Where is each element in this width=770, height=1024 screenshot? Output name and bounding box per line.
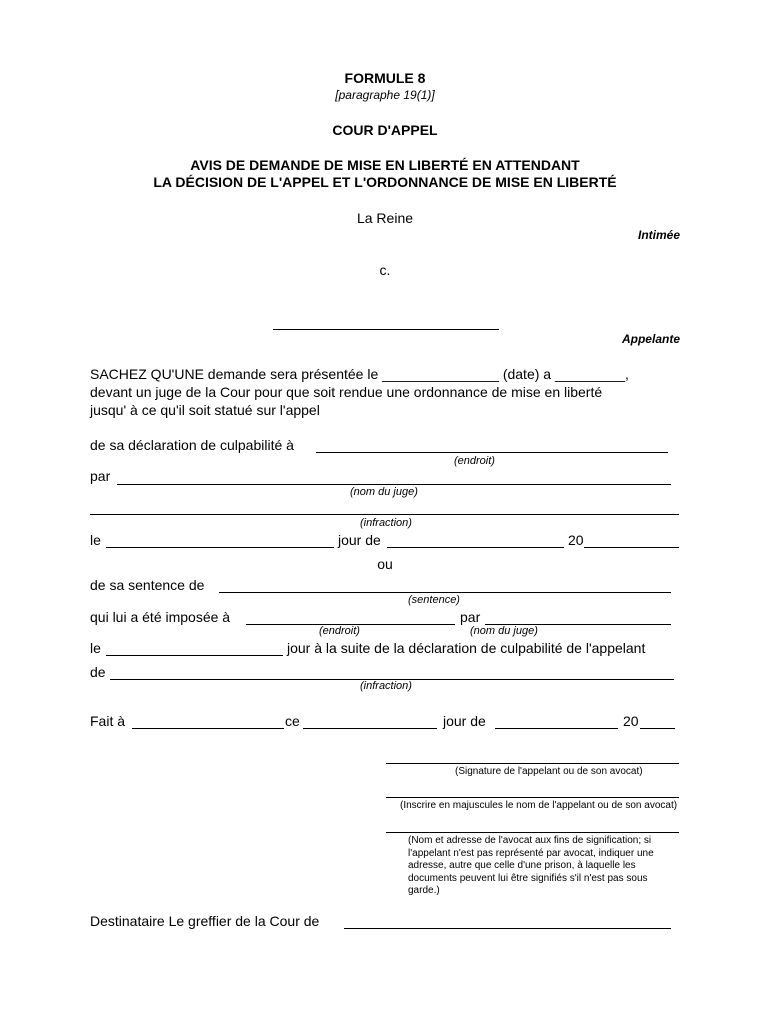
sentence-day-line[interactable] — [106, 655, 283, 656]
title-line-1: AVIS DE DEMANDE DE MISE EN LIBERTÉ EN ATTENDANT — [190, 157, 580, 173]
notice-line-1 — [90, 366, 629, 382]
paragraph-reference: [paragraphe 19(1)] — [335, 88, 435, 102]
de-label: de — [90, 664, 106, 680]
address-note: (Nom et adresse de l'avocat aux fins de signification; si l'appelant n'est pas représenté par avocat, indiquer une adresse, autre que celle d'une prison, à laquelle les documents peuvent lui être signifiés s'il n'est pas sous garde.) — [408, 835, 654, 896]
imposed-by-label: par — [460, 609, 481, 625]
done-year-prefix: 20 — [623, 713, 639, 729]
offence-line[interactable] — [90, 514, 679, 515]
offence-caption: (infraction) — [360, 517, 412, 529]
sentence-label: de sa sentence de — [90, 577, 205, 593]
notice-time-blank[interactable]: _________, — [554, 366, 629, 382]
signature-line[interactable] — [386, 763, 679, 764]
printed-name-line[interactable] — [386, 797, 679, 798]
notice-line-2: devant un juge de la Cour pour que soit rendue une ordonnance de mise en liberté — [90, 384, 603, 400]
imposed-label: qui lui a été imposée à — [90, 609, 231, 625]
addressee-label: Destinataire Le greffier de la Cour de — [90, 913, 320, 929]
le2-label: le — [90, 640, 101, 656]
respondent-name: La Reine — [356, 210, 414, 226]
notice-date-label: (date) a — [498, 366, 555, 382]
year-prefix: 20 — [568, 532, 584, 548]
address-line[interactable] — [386, 832, 679, 833]
signature-caption: (Signature de l'appelant ou de son avocat) — [455, 766, 643, 777]
conviction-place-line[interactable] — [316, 452, 668, 453]
done-day-line[interactable] — [303, 728, 437, 729]
done-year-line[interactable] — [640, 728, 675, 729]
conviction-label: de sa déclaration de culpabilité à — [90, 437, 294, 453]
le-label: le — [90, 532, 101, 548]
form-number: FORMULE 8 — [344, 70, 426, 86]
offence2-caption: (infraction) — [360, 680, 412, 692]
month-line[interactable] — [387, 547, 564, 548]
court-name: COUR D'APPEL — [332, 122, 438, 138]
respondent-role: Intimée — [637, 228, 680, 242]
done-at-line[interactable] — [132, 728, 284, 729]
judge-name-line[interactable] — [117, 484, 671, 485]
or-label: ou — [377, 556, 393, 572]
done-month-line[interactable] — [495, 728, 618, 729]
title-line-2: LA DÉCISION DE L'APPEL ET L'ORDONNANCE DE MISE EN LIBERTÉ — [153, 174, 617, 190]
notice-line-1-start: SACHEZ QU'UNE demande sera présentée le — [90, 366, 383, 382]
appellant-role: Appelante — [621, 332, 680, 346]
appellant-name-line[interactable] — [273, 329, 499, 330]
place-caption: (endroit) — [454, 455, 495, 467]
following-label: jour à la suite de la déclaration de culpabilité de l'appelant — [287, 640, 646, 656]
year-line[interactable] — [584, 547, 679, 548]
imposed-judge-caption: (nom du juge) — [470, 625, 538, 637]
by-label: par — [90, 468, 111, 484]
sentence-line[interactable] — [219, 592, 671, 593]
imposed-place-caption: (endroit) — [319, 625, 360, 637]
notice-date-blank[interactable]: _______________ — [382, 366, 499, 382]
judge-caption: (nom du juge) — [350, 486, 418, 498]
day-of-label: jour de — [338, 532, 381, 548]
notice-line-3: jusqu' à ce qu'il soit statué sur l'appel — [90, 402, 320, 418]
printed-name-caption: (Inscrire en majuscules le nom de l'appelant ou de son avocat) — [400, 800, 678, 811]
sentence-caption: (sentence) — [408, 594, 460, 606]
day-line[interactable] — [106, 547, 334, 548]
jour-de-label: jour de — [443, 713, 486, 729]
ce-label: ce — [285, 713, 300, 729]
versus-label: c. — [379, 262, 391, 278]
done-at-label: Fait à — [90, 713, 126, 729]
addressee-line[interactable] — [344, 928, 671, 929]
